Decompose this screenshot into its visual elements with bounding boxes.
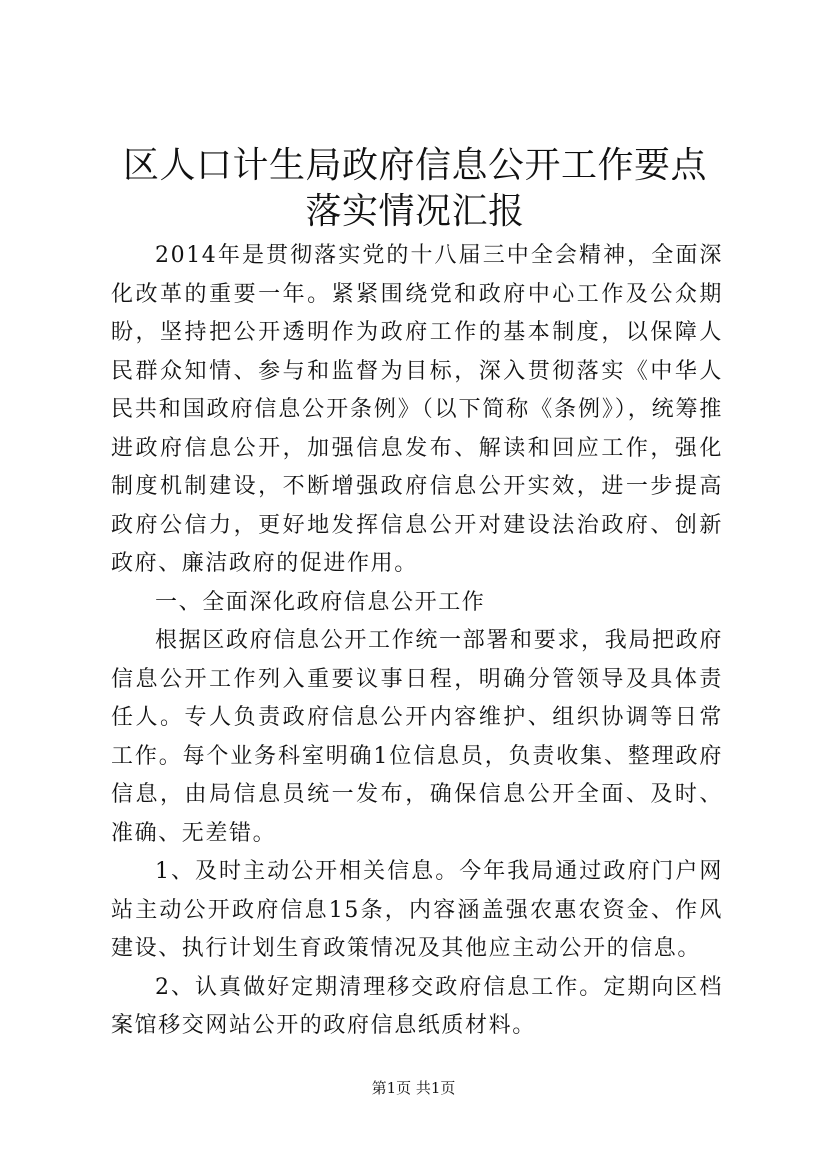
section-paragraph: 根据区政府信息公开工作统一部署和要求，我局把政府信息公开工作列入重要议事日程，明确分管领导及具体责任人。专人负责政府信息公开内容维护、组织协调等日常工作。每个业务科室明确1位信息员，负责收集、整理政府信息，由局信息员统一发布，确保信息公开全面、及时、准确、无差错。 (111, 628, 723, 846)
document-title: 区人口计生局政府信息公开工作要点落实情况汇报 (122, 145, 707, 232)
document-body (111, 237, 723, 1046)
page-number-footer: 第1页 共1页 (371, 1079, 456, 1097)
section-heading: 一、全面深化政府信息公开工作 (155, 589, 486, 615)
intro-paragraph: 2014年是贯彻落实党的十八届三中全会精神，全面深化改革的重要一年。紧紧围绕党和政府中心工作及公众期盼，坚持把公开透明作为政府工作的基本制度，以保障人民群众知情、参与和监督为目标，深入贯彻落实《中华人民共和国政府信息公开条例》（以下简称《条例》），统筹推进政府信息公开，加强信息发布、解读和回应工作，强化制度机制建设，不断增强政府信息公开实效，进一步提高政府公信力，更好地发挥信息公开对建设法治政府、创新政府、廉洁政府的促进作用。 (111, 243, 723, 576)
item-paragraph-2: 2、认真做好定期清理移交政府信息工作。定期向区档案馆移交网站公开的政府信息纸质材料。 (111, 974, 723, 1038)
item-paragraph-1: 1、及时主动公开相关信息。今年我局通过政府门户网站主动公开政府信息15条，内容涵盖强农惠农资金、作风建设、执行计划生育政策情况及其他应主动公开的信息。 (111, 859, 723, 961)
